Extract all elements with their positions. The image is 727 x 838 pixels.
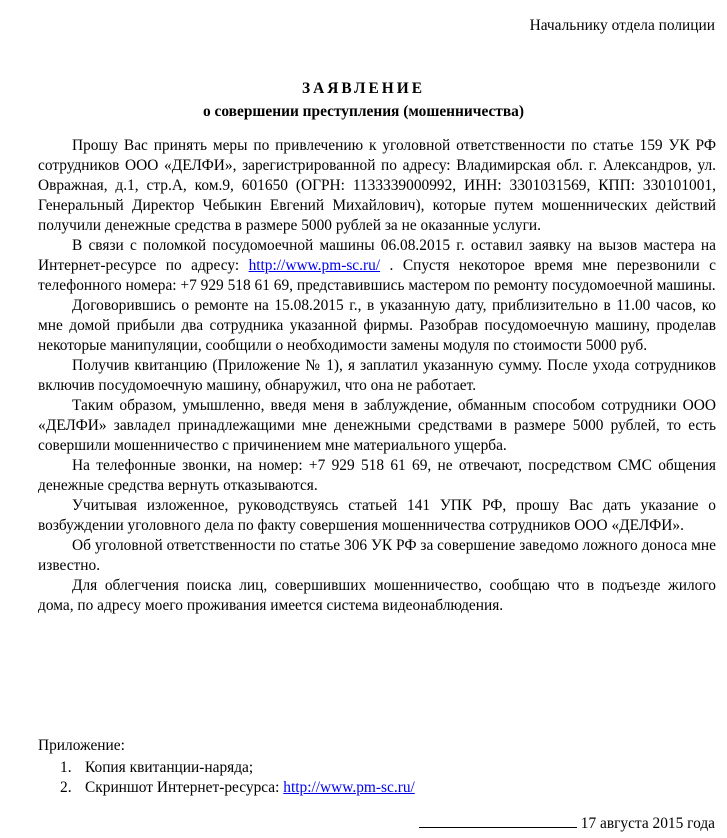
paragraph-9: Для облегчения поиска лиц, совершивших мошенничество, сообщаю что в подъезде жилого дома, по адресу моего проживания имеется система видеонаблюдения. — [38, 577, 716, 614]
paragraph-2 — [38, 236, 716, 296]
attachment-text: Скриншот Интернет-ресурса: — [85, 779, 284, 796]
signature-date: 17 августа 2015 года — [580, 815, 715, 832]
attachment-item-1 — [60, 758, 415, 778]
attachment-link[interactable]: http://www.pm-sc.ru/ — [283, 779, 415, 796]
attachment-item-2 — [60, 778, 415, 798]
paragraph-5: Таким образом, умышленно, введя меня в заблуждение, обманным способом сотрудники ООО «ДЕЛФИ» завладел принадлежащими мне денежными средствами в размере 5000 рублей, то есть совершили мошенничество с причинением мне материального ущерба. — [38, 397, 716, 454]
addressee: Начальнику отдела полиции — [529, 17, 715, 34]
attachments-heading: Приложение: — [38, 737, 125, 754]
document-title: ЗАЯВЛЕНИЕ — [302, 80, 425, 97]
paragraph-4: Получив квитанцию (Приложение № 1), я заплатил указанную сумму. После ухода сотрудников включив посудомоечную машину, обнаружил, что она не работает. — [38, 357, 716, 394]
paragraph-6: На телефонные звонки, на номер: +7 929 518 61 69, не отвечают, посредством СМС общения денежные средства вернуть отказываются. — [38, 457, 716, 494]
signature-line — [419, 813, 715, 833]
website-link[interactable]: http://www.pm-sc.ru/ — [248, 257, 381, 274]
paragraph-3: Договорившись о ремонте на 15.08.2015 г., в указанную дату, приблизительно в 11.00 часов, ко мне домой прибыли два сотрудника указанной фирмы. Разобрав посудомоечную машину, проделав некоторые манипуляции, сообщили о необходимости замены модуля по стоимости 5000 руб. — [38, 297, 716, 354]
paragraph-1: Прошу Вас принять меры по привлечению к уголовной ответственности по статье 159 УК РФ сотрудников ООО «ДЕЛФИ», зарегистрированной по адресу: Владимирская обл. г. Александров, ул. Овражная, д.1, стр.А, ком.9, 601650 (ОГРН: 1133339000992, ИНН: 3301031569, КПП: 330101001, Генеральный Директор Чебыкин Евгений Михайлович), которые путем мошеннических действий получили денежные средства в размере 5000 рублей за не оказанные услуги. — [38, 137, 716, 234]
document-body — [38, 136, 716, 616]
attachment-number: 2. — [60, 779, 72, 796]
attachment-number: 1. — [60, 759, 72, 776]
paragraph-8: Об уголовной ответственности по статье 306 УК РФ за совершение заведомо ложного доноса мне известно. — [38, 537, 716, 574]
paragraph-2-text-before: В связи с поломкой посудомоечной машины 06.08.2015 г. оставил заявку на вызов мастера на Интернет-ресурсе по адресу: — [38, 237, 716, 274]
paragraph-7: Учитывая изложенное, руководствуясь статьей 141 УПК РФ, прошу Вас дать указание о возбуждении уголовного дела по факту совершения мошенничества сотрудников ООО «ДЕЛФИ». — [38, 497, 716, 534]
signature-blank — [419, 813, 577, 828]
attachments-list — [60, 758, 415, 798]
paragraph-2-text-after: . Спустя некоторое время мне перезвонили с телефонного номера: +7 929 518 61 69, представившись мастером по ремонту посудомоечной машины. — [38, 257, 716, 294]
attachment-text: Копия квитанции-наряда; — [85, 759, 254, 776]
document-subtitle: о совершении преступления (мошенничества) — [203, 103, 524, 120]
